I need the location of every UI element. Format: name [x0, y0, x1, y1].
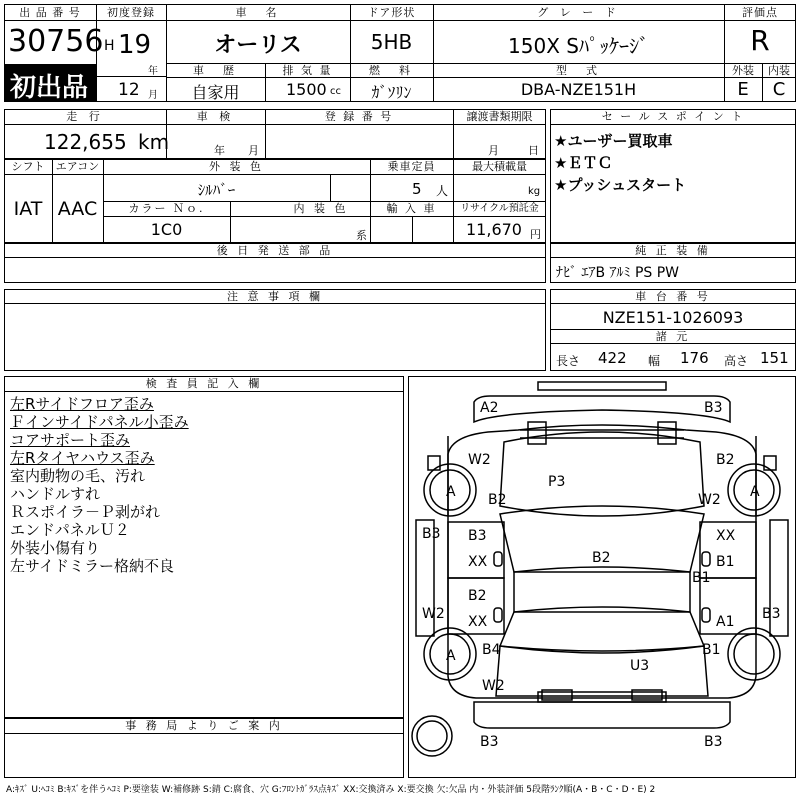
recycle-unit: 円	[530, 228, 541, 241]
chassis-number: NZE151-1026093	[602, 308, 744, 327]
fuel-value: ｶﾞｿﾘﾝ	[371, 83, 412, 102]
displacement-value: 1500	[286, 80, 327, 99]
history-label: 車 歴	[193, 64, 238, 77]
exterior-color: ｼﾙﾊﾞｰ	[197, 181, 236, 199]
registration-month: 12	[118, 80, 140, 100]
transfer-month-unit: 月	[488, 144, 499, 157]
dimensions-label: 諸 元	[655, 330, 691, 343]
rear-bumper-outline	[474, 702, 730, 728]
rating-score: R	[750, 24, 770, 57]
inspection-label: 車 検	[196, 110, 235, 123]
remark-line: 左Rサイドフロア歪み	[10, 395, 154, 413]
xx-left-rear-door: XX	[468, 614, 488, 630]
recycle-deposit-label: リサイクル預託金	[460, 203, 539, 214]
first-listing-text: 初出品	[10, 73, 89, 103]
caution-label: 注 意 事 項 欄	[227, 290, 323, 303]
remark-line: 左Rタイヤハウス歪み	[10, 449, 155, 467]
inspection-month-unit: 月	[248, 144, 259, 157]
length-value: 422	[598, 349, 627, 367]
b3-rear-left: B3	[480, 734, 499, 750]
trunk-outline	[496, 646, 708, 696]
car-name: オーリス	[214, 33, 302, 58]
a-rear-left-wheel: A	[446, 648, 456, 664]
rear-right-wheel	[728, 628, 780, 680]
interior-color-label: 内 装 色	[293, 202, 349, 215]
sales-point-1: ★ユーザー買取車	[554, 132, 673, 150]
color-number: 1C0	[150, 220, 183, 239]
remark-line: 外装小傷有り	[10, 539, 101, 557]
b3-front-right: B3	[704, 400, 723, 416]
car-name-label: 車 名	[235, 6, 281, 19]
b3-left-side: B3	[422, 526, 441, 542]
w2-left-rear-fender: W2	[482, 678, 505, 694]
remark-line: Ｆインサイドパネル小歪み	[10, 413, 189, 431]
width-value: 176	[680, 349, 709, 367]
equipment-label: 純 正 装 備	[635, 244, 711, 257]
b2-right-fender: B2	[716, 452, 735, 468]
office-label: 事 務 局 よ り ご 案 内	[125, 719, 283, 732]
w2-left-side: W2	[422, 606, 445, 622]
displacement-unit: cc	[330, 86, 341, 97]
legend-text: A:ｷｽﾞ U:ﾍｺﾐ B:ｷｽﾞを伴うﾍｺﾐ P:要塗装 W:補修跡 S:錆 C:腐食、穴 G:ﾌﾛﾝﾄｶﾞﾗｽ点ｷｽﾞ XX:交換済み X:要交換 欠:欠品 内・外装評価 5段階ﾗﾝｸ順(A・B・C・D・E) 2	[6, 785, 656, 795]
exterior-color-label: 外 装 色	[209, 160, 264, 173]
transfer-day-unit: 日	[528, 144, 539, 157]
mileage-value: 122,655	[44, 130, 127, 154]
spare-wheel	[412, 716, 452, 756]
a-front-right-wheel: A	[750, 484, 760, 500]
remark-line: Ｒスポイラ－Ｐ剥がれ	[10, 503, 161, 521]
interior-grade-label: 内装	[768, 64, 790, 77]
fuel-label: 燃 料	[369, 64, 414, 77]
transfer-deadline-label: 譲渡書類期限	[466, 110, 533, 123]
xx-right-front-door: XX	[716, 528, 736, 544]
remark-line: 室内動物の毛、汚れ	[10, 467, 146, 485]
color-number-label: カラー Ｎｏ.	[128, 202, 205, 215]
a-front-left-wheel: A	[446, 484, 456, 500]
b1-right-pillar: B1	[692, 570, 711, 586]
a2-front-left: A2	[480, 400, 499, 416]
interior-color-unit: 系	[356, 229, 367, 242]
car-diagram	[408, 376, 796, 778]
b2-left-rear-door: B2	[468, 588, 487, 604]
chassis-number-label: 車 台 番 号	[635, 290, 711, 303]
b3-right-side: B3	[762, 606, 781, 622]
displacement-label: 排 気 量	[282, 64, 333, 77]
capacity-value: 5	[412, 180, 422, 198]
capacity-unit: 人	[436, 184, 449, 198]
front-bumper-outline	[474, 396, 730, 422]
sales-points-label: セ ー ル ス ポ イ ン ト	[601, 110, 745, 123]
b1-right-front-door: B1	[716, 554, 735, 570]
w2-left-fender: W2	[468, 452, 491, 468]
later-parts-label: 後 日 発 送 部 品	[216, 244, 334, 257]
sales-point-3: ★プッシュスタート	[554, 176, 687, 194]
door-type: 5HB	[370, 30, 413, 54]
first-registration-label: 初度登録	[107, 6, 155, 19]
registration-year: 19	[118, 30, 152, 60]
height-label: 高さ	[724, 354, 749, 368]
remark-line: ハンドルすれ	[10, 485, 101, 503]
inspection-year-unit: 年	[214, 144, 225, 157]
max-load-label: 最大積載量	[472, 160, 527, 173]
month-unit: 月	[148, 90, 158, 101]
registration-number-label: 登 録 番 号	[324, 110, 394, 123]
exterior-grade-label: 外装	[732, 64, 754, 77]
inspector-label: 検 査 員 記 入 欄	[145, 377, 263, 390]
era-letter: H	[104, 38, 115, 54]
door-type-label: ドア形状	[367, 6, 416, 19]
exterior-grade: E	[737, 79, 749, 100]
rating-label: 評価点	[742, 6, 778, 19]
b2-roof: B2	[592, 550, 611, 566]
b3-rear-right: B3	[704, 734, 723, 750]
xx-left-front-door: XX	[468, 554, 488, 570]
p3-hood: P3	[548, 474, 566, 490]
model-code: DBA-NZE151H	[520, 80, 637, 99]
height-value: 151	[760, 349, 789, 367]
sales-point-2: ★ＥＴＣ	[554, 154, 613, 172]
lot-number-label: 出 品 番 号	[19, 6, 81, 19]
a1-right-rear-door: A1	[716, 614, 735, 630]
rear-window-outline	[500, 607, 704, 651]
remark-line: エンドパネルＵ２	[10, 521, 130, 539]
b1-right-rear-fender: B1	[702, 642, 721, 658]
aircon-value: AAC	[57, 198, 98, 220]
model-label: 型 式	[556, 64, 601, 77]
remark-line: 左サイドミラー格納不良	[10, 557, 174, 575]
grade-value: 150X Sﾊﾟｯｹｰｼﾞ	[508, 34, 649, 58]
front-roof-marker	[538, 382, 666, 390]
equipment-list: ﾅﾋﾞ ｴｱB ｱﾙﾐ PS PW	[556, 265, 680, 281]
capacity-label: 乗車定員	[387, 160, 436, 173]
lot-number: 30756	[8, 24, 104, 59]
interior-grade: C	[772, 79, 786, 100]
recycle-deposit: 11,670	[466, 220, 522, 239]
mileage-unit: km	[138, 130, 170, 154]
mileage-label: 走 行	[66, 110, 104, 123]
width-label: 幅	[648, 354, 661, 368]
year-unit: 年	[148, 66, 158, 77]
shift-label: シフト	[11, 160, 45, 173]
aircon-label: エアコン	[55, 160, 100, 173]
import-label: 輸 入 車	[386, 202, 437, 215]
grade-label: グ レ ー ド	[537, 6, 620, 19]
inspector-remarks	[10, 395, 400, 575]
max-load-unit: kg	[528, 186, 541, 197]
w2-right-fender: W2	[698, 492, 721, 508]
b4-left-rear-fender: B4	[482, 642, 501, 658]
length-label: 長さ	[556, 354, 581, 368]
roof-outline	[514, 572, 690, 612]
shift-value: IAT	[13, 198, 43, 220]
u3-trunk: U3	[630, 658, 650, 674]
remark-line: コアサポート歪み	[10, 431, 131, 449]
b2-windshield: B2	[488, 492, 507, 508]
b3-left-front-door: B3	[468, 528, 487, 544]
history-value: 自家用	[191, 83, 240, 102]
